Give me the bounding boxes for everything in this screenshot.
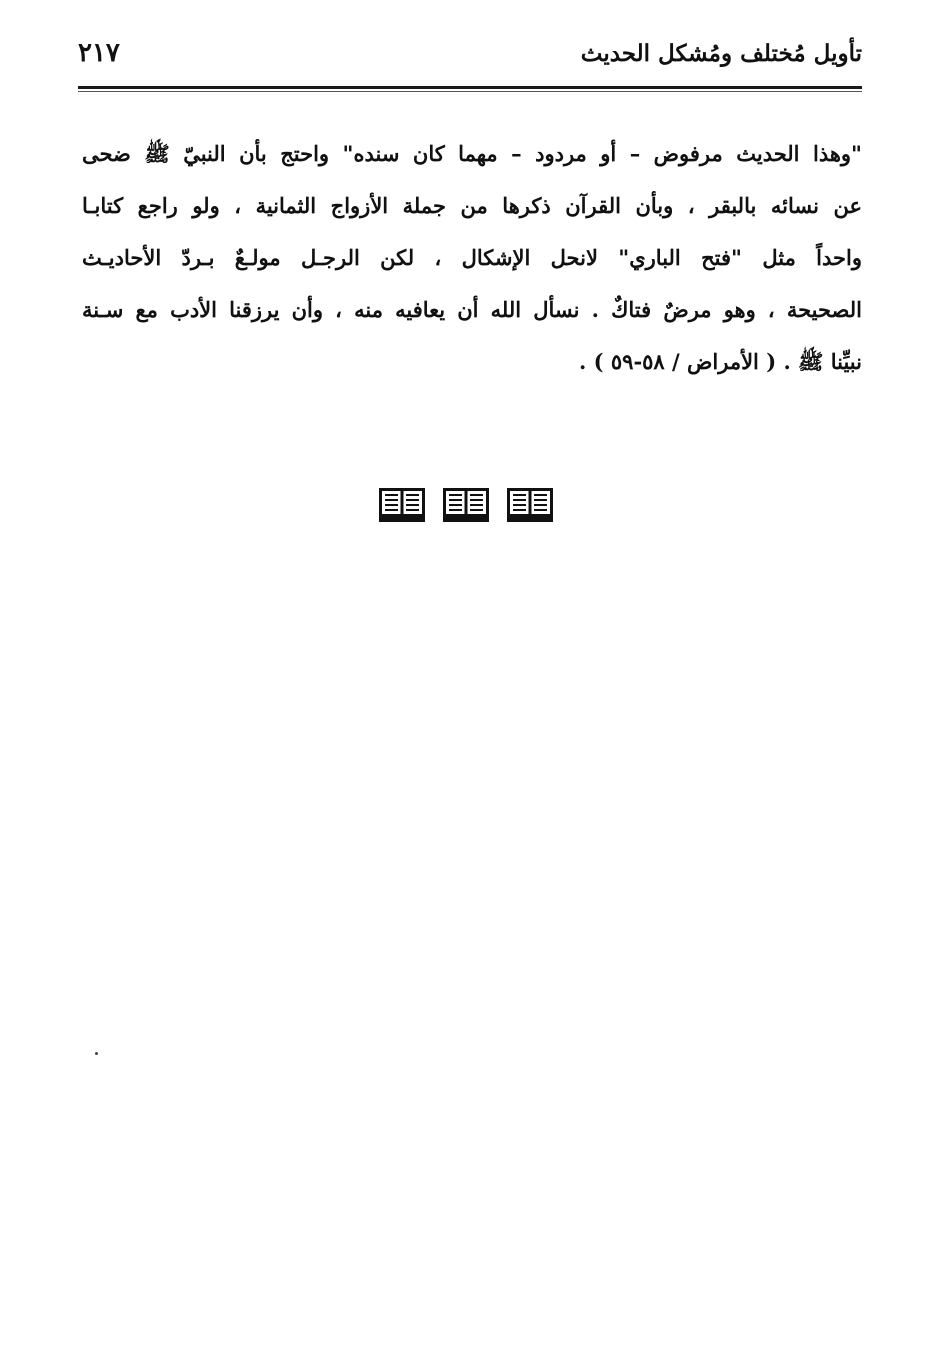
page-number: ٢١٧ [78,38,120,68]
text-line: عن نسائه بالبقر ، وبأن القرآن ذكرها من جملة الأزواج الثمانية ، ولو راجع كتابـا [82,193,862,218]
open-book-icon [379,488,425,522]
text-line: الصحيحة ، وهو مرضٌ فتاكٌ . نسأل الله أن يعافيه منه ، وأن يرزقنا الأدب مع سـنة [82,297,862,322]
page-header [78,28,862,90]
text-line: نبيِّنا ﷺ . ( الأمراض / ٥٨-٥٩ ) . [579,349,862,374]
scan-speck [95,1052,98,1055]
header-rule [78,86,862,92]
text-line: "وهذا الحديث مرفوض – أو مردود – مهما كان سنده" واحتج بأن النبيّ ﷺ ضحى [82,141,862,166]
section-end-ornament [0,488,932,522]
text-line: واحداً مثل "فتح الباري" لانحل الإشكال ، لكن الرجـل مولـعٌ بـردّ الأحاديـث [82,245,863,270]
body-paragraph [82,128,862,388]
open-book-icon [443,488,489,522]
open-book-icon [507,488,553,522]
running-title: تأويل مُختلف ومُشكل الحديث [580,40,862,67]
